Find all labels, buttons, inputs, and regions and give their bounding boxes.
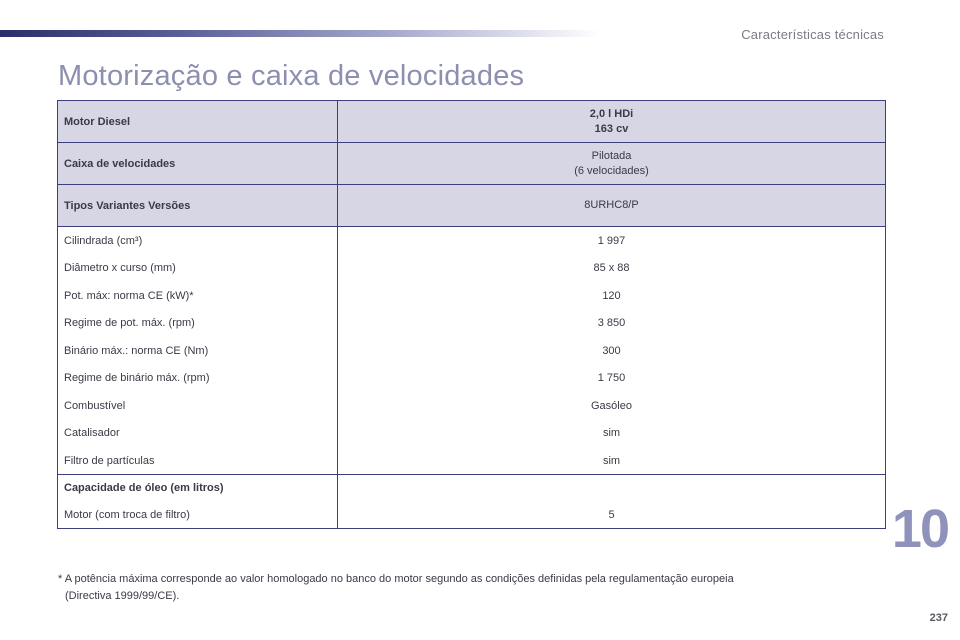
value-line: 163 cv [594,122,629,135]
row-label: Catalisador [58,420,338,448]
footnote-line: (Directiva 1999/99/CE). [65,590,180,602]
table-row [58,365,886,393]
row-value: 300 [338,337,886,365]
value-line: Pilotada [591,149,632,162]
spec-table [57,100,886,529]
footnote [58,571,858,605]
row-label: Filtro de partículas [58,447,338,475]
value-line: (6 velocidades) [574,164,649,177]
value-line: 2,0 l HDi [589,107,634,120]
header-gradient-bar [0,30,600,37]
row-value: 5 [338,502,886,529]
page-title: Motorização e caixa de velocidades [58,60,525,92]
table-row [58,337,886,365]
row-label: Cilindrada (cm³) [58,227,338,255]
row-label: Tipos Variantes Versões [58,185,338,227]
chapter-number: 10 [891,499,948,559]
row-label: Regime de pot. máx. (rpm) [58,310,338,338]
table-row [58,255,886,283]
row-value [338,185,886,227]
row-label: Caixa de velocidades [58,143,338,185]
row-value: 85 x 88 [338,255,886,283]
row-value [338,143,886,185]
table-head-row-types [58,185,886,227]
row-value: sim [338,420,886,448]
table-row [58,282,886,310]
row-value: sim [338,447,886,475]
table-head-row-gearbox [58,143,886,185]
row-label: Combustível [58,392,338,420]
row-label: Capacidade de óleo (em litros) [58,475,338,502]
table-row [58,420,886,448]
table-row [58,392,886,420]
row-value-empty [338,475,886,502]
row-value: 1 997 [338,227,886,255]
row-label: Motor Diesel [58,101,338,143]
table-row [58,227,886,255]
row-label: Binário máx.: norma CE (Nm) [58,337,338,365]
row-label: Pot. máx: norma CE (kW)* [58,282,338,310]
row-value: 3 850 [338,310,886,338]
row-label: Diâmetro x curso (mm) [58,255,338,283]
row-value: Gasóleo [338,392,886,420]
table-row [58,447,886,475]
table-row [58,502,886,529]
section-header: Características técnicas [741,27,884,42]
page-number: 237 [929,612,948,624]
row-value: 1 750 [338,365,886,393]
value-line: 8URHC8/P [584,199,639,211]
table-row [58,310,886,338]
row-label: Motor (com troca de filtro) [58,502,338,529]
row-label: Regime de binário máx. (rpm) [58,365,338,393]
table-head-row-engine [58,101,886,143]
footnote-line: * A potência máxima corresponde ao valor homologado no banco do motor segundo as condições definidas pela regulamentação europeia [58,573,734,585]
table-subheader-oil [58,475,886,502]
row-value: 120 [338,282,886,310]
row-value [338,101,886,143]
